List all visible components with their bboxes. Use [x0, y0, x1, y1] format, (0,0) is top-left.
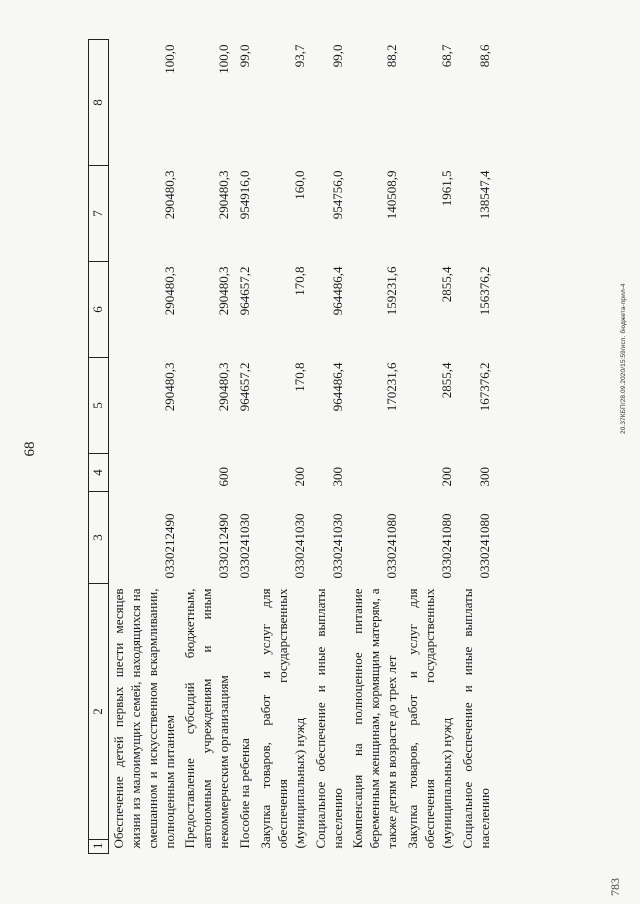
row-name: Социальное обеспечение и иные выплаты населению [312, 588, 345, 849]
row-v5: 964486,4 [329, 362, 345, 412]
row-type [108, 454, 180, 492]
row-v7: 290480,3 [216, 170, 232, 220]
row-v6: 290480,3 [161, 266, 177, 316]
header-col-4: 4 [89, 454, 109, 492]
row-v7: 140508,9 [384, 170, 400, 220]
row-type: 300 [476, 467, 492, 487]
row-name: Предоставление субсидий бюджетным, автономным учреждениям и иным некоммерческим организациям [182, 588, 232, 849]
row-v8: 88,6 [476, 44, 492, 68]
row-type: 600 [216, 467, 232, 487]
header-col-8: 8 [89, 40, 109, 166]
table-row [403, 40, 458, 854]
row-v6: 159231,6 [384, 266, 400, 316]
row-v8: 68,7 [438, 44, 454, 68]
row-v8: 88,2 [384, 44, 400, 68]
row-v7: 954756,0 [329, 170, 345, 220]
row-name: Компенсация на полноценное питание беременным женщинам, кормящим матерям, а также детям в возрасте до трех лет [350, 588, 400, 849]
row-v6: 964657,2 [237, 266, 253, 316]
table-row [348, 40, 403, 854]
row-v6: 156376,2 [476, 266, 492, 316]
header-col-1: 1 [89, 840, 109, 854]
row-name: Пособие на ребенка [237, 738, 253, 849]
row-v5: 2855,4 [438, 362, 454, 399]
row-code: 0330241080 [476, 513, 492, 579]
table-row [108, 40, 180, 854]
row-v7: 954916,0 [237, 170, 253, 220]
row-code: 0330241030 [291, 513, 307, 579]
row-name: Закупка товаров, работ и услуг для обеспечения государственных (муниципальных) нужд [258, 588, 307, 849]
row-v7: 160,0 [291, 170, 307, 200]
row-type [348, 454, 403, 492]
row-v5: 290480,3 [216, 362, 232, 412]
row-v8: 99,0 [329, 44, 345, 68]
row-v5: 964657,2 [237, 362, 253, 412]
header-col-3: 3 [89, 492, 109, 584]
footer-code: 20.37КБП/28.09.2020/15:59/исп. бюджета-прил-4 [620, 283, 627, 434]
row-code: 0330241080 [384, 513, 400, 579]
page-stamp: 783 [608, 878, 622, 896]
row-name: Обеспечение детей первых шести месяцев жизни из малоимущих семей, находящихся на смешанном и искусственном вскармливании, полноценным питанием [110, 588, 177, 849]
table-row [458, 40, 496, 854]
row-v7: 138547,4 [476, 170, 492, 220]
row-code: 0330212490 [161, 513, 177, 579]
row-type: 300 [329, 467, 345, 487]
row-v8: 100,0 [161, 44, 177, 74]
row-v7: 1961,5 [438, 170, 454, 207]
row-name: Закупка товаров, работ и услуг для обеспечения государственных (муниципальных) нужд [405, 588, 454, 849]
row-code: 0330241080 [438, 513, 454, 579]
row-v8: 93,7 [291, 44, 307, 68]
header-row [89, 40, 109, 854]
table-row [180, 40, 235, 854]
row-v5: 167376,2 [476, 362, 492, 412]
row-v5: 290480,3 [161, 362, 177, 412]
table-row [256, 40, 311, 854]
row-v6: 290480,3 [216, 266, 232, 316]
row-v6: 170,8 [291, 266, 307, 296]
row-v5: 170,8 [291, 362, 307, 392]
row-code: 0330241030 [329, 513, 345, 579]
row-v5: 170231,6 [384, 362, 400, 412]
table-row [311, 40, 349, 854]
row-name: Социальное обеспечение и иные выплаты населению [459, 588, 492, 849]
row-type: 200 [438, 467, 454, 487]
page-number: 68 [22, 441, 38, 457]
row-v6: 964486,4 [329, 266, 345, 316]
header-col-6: 6 [89, 262, 109, 358]
header-col-5: 5 [89, 358, 109, 454]
budget-table [88, 39, 496, 854]
row-code: 0330241030 [237, 513, 253, 579]
row-v7: 290480,3 [161, 170, 177, 220]
header-col-2: 2 [89, 584, 109, 840]
row-v8: 100,0 [216, 44, 232, 74]
row-v8: 99,0 [237, 44, 253, 68]
row-type [235, 454, 256, 492]
row-code: 0330212490 [216, 513, 232, 579]
header-col-7: 7 [89, 166, 109, 262]
row-type: 200 [291, 467, 307, 487]
table-row [235, 40, 256, 854]
row-v6: 2855,4 [438, 266, 454, 303]
